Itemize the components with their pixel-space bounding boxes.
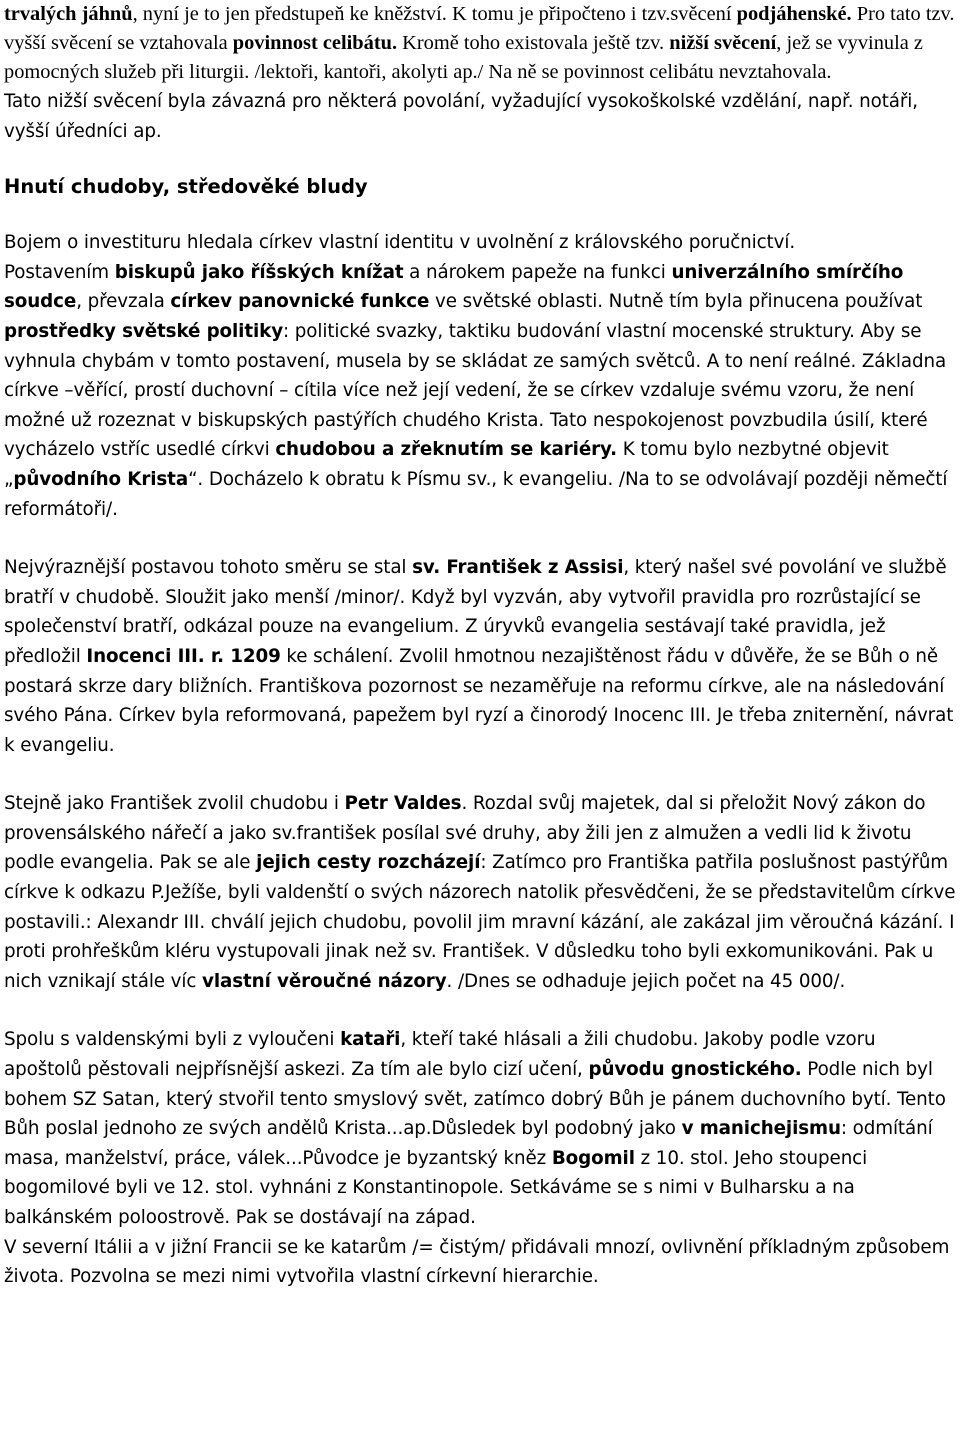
emphasis-text: kataři bbox=[340, 1029, 401, 1051]
emphasis-text: sv. František z Assisi bbox=[412, 557, 624, 579]
paragraph-church-power bbox=[4, 258, 956, 524]
text-run: . Rozdal svůj majetek, dal si přeložit Nový zákon do provensálského nářečí a jako sv.františek posílal své druhy, aby žili jen z almužen a vedli lid k životu podle evangelia. Pak se ale bbox=[4, 793, 926, 874]
text-run: , jež se vyvinula z pomocných služeb při liturgii. /lektoři, kantoři, akolyti ap./ Na ně se povinnost celibátu nevztahovala. bbox=[4, 32, 923, 83]
text-run: Podle nich byl bohem SZ Satan, který stvořil tento smyslový svět, zatímco dobrý Bůh je pánem duchovního bytí. Tento Bůh poslal jednoho ze svých andělů Krista...ap.Důsledek byl podobný jako bbox=[4, 1059, 946, 1140]
text-run: ke schálení. Zvolil hmotnou nezajištěnost řádu v důvěře, že se Bůh o ně postará skrze dary bližních. Františkova pozornost se nezaměřuje na reformu církve, ale na následování svého Pána. Církev byla reformovaná, papežem byl ryzí a činorodý Inocenc III. Je třeba zniternění, návrat k evangeliu. bbox=[4, 645, 954, 756]
text-run: a nárokem papeže na funkci bbox=[403, 261, 672, 283]
emphasis-text: podjáhenské. bbox=[736, 3, 852, 25]
text-run: “. Docházelo k obratu k Písmu sv., k evangeliu. /Na to se odvolávají později němečtí reformátoři/. bbox=[4, 468, 948, 520]
emphasis-text: Inocenci III. r. 1209 bbox=[86, 645, 281, 667]
emphasis-text: církev panovnické funkce bbox=[170, 291, 430, 313]
section-heading: Hnutí chudoby, středověké bludy bbox=[4, 175, 368, 199]
text-run: : politické svazky, taktiku budování vlastní mocenské struktury. Aby se vyhnula chybám v tomto postavení, musela by se skládat ze samých světců. A to není reálné. Základna církve –věřící, prostí duchovní – cítila více než její vedení, že se církev vzdaluje svému vzoru, že není možné už rozeznat v biskupských pastýřích chudého Krista. Tato nespokojenost povzbudila úsilí, které vycházelo vstříc usedlé církvi bbox=[4, 320, 947, 461]
paragraph-valdes bbox=[4, 789, 956, 996]
text-run: : Zatímco pro Františka patřila poslušnost pastýřům církve k odkazu P.Ježíše, byli valdenští o svých názorech natolik přesvědčeni, že se představitelům církve postavili.: Alexandr III. chválí jejich chudobu, povolil jim mravní kázání, ale zakázal jim věroučná kázání. I proti prohřeškům kléru vystupovali jinak než sv. František. V důsledku toho byli exkomunikováni. Pak u nich vznikají stále víc bbox=[4, 852, 956, 992]
text-run: z 10. stol. Jeho stoupenci bogomilové byli ve 12. stol. vyhnáni z Konstantinopole. Setkáváme se s nimi v Bulharsku a na balkánském poloostrově. Pak se dostávají na západ. bbox=[4, 1147, 868, 1228]
text-run: : odmítání masa, manželství, práce, válek...Původce je byzantský kněz bbox=[4, 1118, 933, 1169]
text-run: , nyní je to jen předstupeň ke kněžství. K tomu je připočteno i tzv.svěcení bbox=[132, 3, 737, 25]
emphasis-text: v manichejismu bbox=[681, 1118, 841, 1140]
text-run: , kteří také hlásali a žili chudobu. Jakoby podle vzoru apoštolů pěstovali nejpřísnější askezi. Za tím ale bylo cizí učení, bbox=[4, 1029, 876, 1081]
emphasis-text: původu gnostického. bbox=[588, 1059, 802, 1081]
text-run: . /Dnes se odhaduje jejich počet na 45 000/. bbox=[446, 970, 846, 992]
paragraph-investiture bbox=[4, 228, 956, 258]
paragraph-cathars bbox=[4, 1025, 956, 1232]
emphasis-text: Bogomil bbox=[551, 1147, 635, 1169]
text-run: Stejně jako František zvolil chudobu i bbox=[4, 793, 345, 815]
text-run: ve světské oblasti. Nutně tím byla přinucena používat bbox=[429, 291, 923, 313]
emphasis-text: univerzálního smírčího soudce bbox=[4, 261, 904, 313]
paragraph-francis bbox=[4, 553, 956, 760]
emphasis-text: původního Krista bbox=[13, 468, 189, 490]
text-run: Postavením bbox=[4, 261, 115, 283]
text-run: Pro tato tzv. vyšší svěcení se vztahovala bbox=[4, 3, 955, 54]
text-run: Spolu s valdenskými byli z vyloučeni bbox=[4, 1029, 341, 1051]
emphasis-text: trvalých jáhnů bbox=[4, 3, 133, 25]
text-run: Tato nižší svěcení byla závazná pro některá povolání, vyžadující vysokoškolské vzdělání, např. notáři, vyšší úředníci ap. bbox=[4, 91, 918, 142]
emphasis-text: biskupů jako říšských knížat bbox=[114, 261, 404, 283]
emphasis-text: nižší svěcení bbox=[669, 32, 777, 54]
text-run: K tomu bylo nezbytné objevit „ bbox=[4, 439, 889, 490]
text-run: V severní Itálii a v jižní Francii se ke katarům /= čistým/ přidávali mnozí, ovlivnění příkladným způsobem života. Pozvolna se mezi nimi vytvořila vlastní církevní hierarchie. bbox=[4, 1236, 950, 1288]
text-run: Kromě toho existovala ještě tzv. bbox=[397, 32, 670, 54]
emphasis-text: Petr Valdes bbox=[344, 793, 462, 815]
text-run: , který našel své povolání ve službě bratří v chudobě. Sloužit jako menší /minor/. Když byl vyzván, aby vytvořil pravidla pro rozrůstající se společenství bratří, odkázal pouze na evangelium. Z úryvků evangelia sestávají také pravidla, jež předložil bbox=[4, 557, 947, 667]
text-run: Bojem o investituru hledala církev vlastní identitu v uvolnění z královského poručnictví. bbox=[4, 232, 796, 254]
paragraph-cathars-hierarchy bbox=[4, 1233, 956, 1292]
emphasis-text: vlastní věroučné názory bbox=[202, 970, 447, 992]
paragraph-minor-orders bbox=[4, 87, 956, 146]
emphasis-text: povinnost celibátu. bbox=[232, 32, 398, 54]
text-run: , převzala bbox=[76, 291, 171, 313]
paragraph-ordination bbox=[4, 0, 956, 87]
text-run: Nejvýraznější postavou tohoto směru se stal bbox=[4, 557, 413, 579]
emphasis-text: chudobou a zřeknutím se kariéry. bbox=[275, 439, 618, 461]
emphasis-text: jejich cesty rozcházejí bbox=[256, 852, 481, 874]
emphasis-text: prostředky světské politiky bbox=[4, 320, 284, 342]
